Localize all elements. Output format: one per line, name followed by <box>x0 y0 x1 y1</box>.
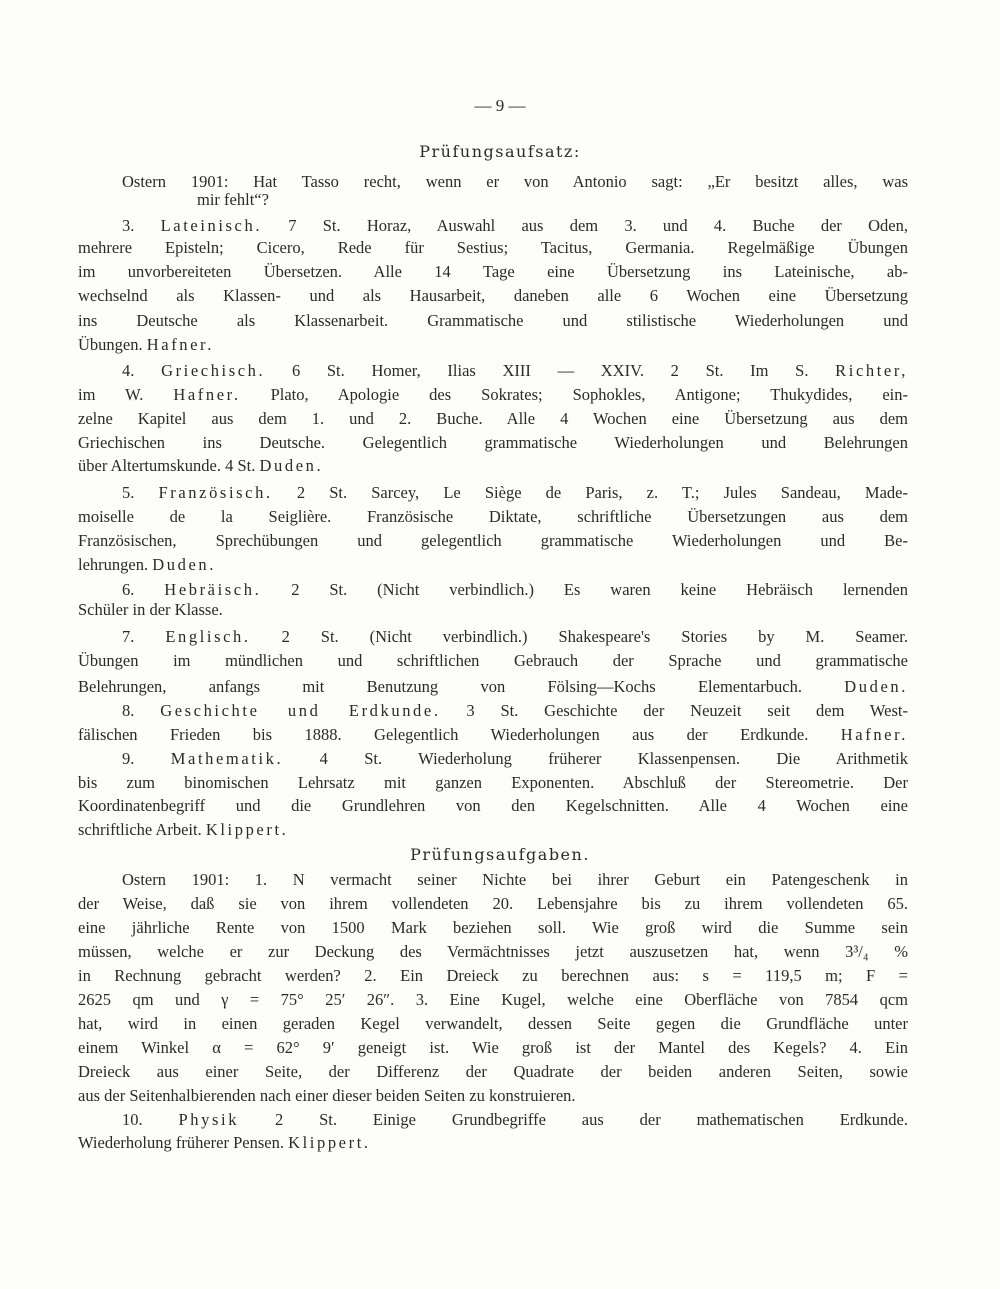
text-segment: im W. <box>78 385 174 404</box>
text-line <box>78 335 908 357</box>
spaced-emphasis-text: Griechisch. <box>161 361 266 380</box>
text-segment: im unvorbereiteten Übersetzen. Alle 14 Tage eine Übersetzung ins Lateinische, ab- <box>78 262 908 281</box>
text-segment: Übungen im mündlichen und schriftlichen Gebrauch der Sprache und grammatische <box>78 651 908 670</box>
spaced-emphasis-text: Mathematik. <box>170 749 284 768</box>
text-segment: mir fehlt“? <box>197 190 269 209</box>
text-line <box>122 870 908 892</box>
text-line <box>78 555 908 577</box>
text-line <box>78 385 908 407</box>
text-segment: wechselnd als Klassen- und als Hausarbeit, daneben alle 6 Wochen eine Übersetzung <box>78 286 908 305</box>
text-segment: hat, wird in einen geraden Kegel verwandelt, dessen Seite gegen die Grundfläche unter <box>78 1014 908 1033</box>
spaced-emphasis-text: Duden. <box>259 456 324 475</box>
text-segment: Ostern 1901: Hat Tasso recht, wenn er von Antonio sagt: „Er besitzt alles, was <box>122 172 908 191</box>
text-segment: schriftliche Arbeit. <box>78 820 206 839</box>
spaced-emphasis-text: Duden. <box>152 555 216 574</box>
text-line <box>78 1014 908 1036</box>
text-line <box>78 409 908 431</box>
text-line <box>122 749 908 771</box>
text-line <box>78 966 908 988</box>
spaced-emphasis-text: Richter, <box>835 361 909 380</box>
text-line <box>78 311 908 333</box>
text-segment: 2 St. Einige Grundbegriffe aus der mathematischen Erdkunde. <box>239 1110 908 1129</box>
text-segment: 4 St. Wiederholung früherer Klassenpensen. Die Arithmetik <box>283 749 909 768</box>
text-line <box>78 531 908 553</box>
section-heading-pruefungsaufgaben: Prüfungsaufgaben. <box>410 845 590 864</box>
text-line <box>78 507 908 529</box>
text-segment: in Rechnung gebracht werden? 2. Ein Dreieck zu berechnen aus: s = 119,5 m; F = <box>78 966 908 985</box>
spaced-emphasis-text: Hebräisch. <box>164 580 262 599</box>
text-segment: einem Winkel α = 62° 9′ geneigt ist. Wie groß ist der Mantel des Kegels? 4. Ein <box>78 1038 908 1057</box>
text-segment: 2 St. (Nicht verbindlich.) Es waren keine Hebräisch lernenden <box>261 580 909 599</box>
text-segment: 6. <box>122 580 165 599</box>
text-line <box>78 990 908 1012</box>
spaced-emphasis-text: Hafner. <box>146 335 214 354</box>
text-segment: zelne Kapitel aus dem 1. und 2. Buche. Alle 4 Wochen eine Übersetzung aus dem <box>78 409 908 428</box>
text-line <box>122 580 908 602</box>
text-line <box>78 600 908 622</box>
spaced-emphasis-text: Klippert. <box>288 1133 371 1152</box>
text-line <box>78 677 908 699</box>
text-line <box>78 1062 908 1084</box>
text-line <box>78 651 908 673</box>
text-line <box>78 820 908 842</box>
spaced-emphasis-text: Klippert. <box>205 820 289 839</box>
text-segment: der Weise, daß sie von ihrem vollendeten 20. Lebensjahre bis zu ihrem vollendeten 65. <box>78 894 908 913</box>
page-number: — 9 — <box>474 96 526 115</box>
text-line <box>78 894 908 916</box>
text-line <box>78 1133 908 1155</box>
text-segment: aus der Seitenhalbierenden nach einer dieser beiden Seiten zu konstruieren. <box>78 1086 576 1105</box>
text-line <box>78 942 908 964</box>
text-line <box>122 483 908 505</box>
spaced-emphasis-text: Englisch. <box>165 627 251 646</box>
text-line <box>78 796 908 818</box>
text-segment: 6 St. Homer, Ilias XIII — XXIV. 2 St. Im S. <box>265 361 836 380</box>
text-segment: bis zum binomischen Lehrsatz mit ganzen Exponenten. Abschluß der Stereometrie. Der <box>78 773 908 792</box>
text-segment: 2 St. (Nicht verbindlich.) Shakespeare's Stories by M. Seamer. <box>250 627 908 646</box>
text-line <box>78 238 908 260</box>
text-segment: Übungen. <box>78 335 147 354</box>
spaced-emphasis-text: Hafner. <box>840 725 908 744</box>
text-segment: 5. <box>122 483 159 502</box>
text-segment: moiselle de la Seiglière. Französische Diktate, schriftliche Übersetzungen aus dem <box>78 507 908 526</box>
text-segment: Französischen, Sprechübungen und gelegentlich grammatische Wiederholungen und Be- <box>78 531 908 550</box>
text-line <box>78 918 908 940</box>
text-line <box>78 1038 908 1060</box>
text-line <box>78 286 908 308</box>
text-segment: Wiederholung früherer Pensen. <box>78 1133 289 1152</box>
text-segment: 3. <box>122 216 161 235</box>
text-segment: 7. <box>122 627 166 646</box>
text-line <box>122 1110 908 1132</box>
text-line <box>197 190 269 212</box>
text-segment: eine jährliche Rente von 1500 Mark beziehen soll. Wie groß wird die Summe sein <box>78 918 908 937</box>
text-segment: 2 St. Sarcey, Le Siège de Paris, z. T.; Jules Sandeau, Made- <box>272 483 908 502</box>
text-line <box>78 773 908 795</box>
text-segment: 8. <box>122 701 161 720</box>
text-line <box>78 262 908 284</box>
text-segment: 2625 qm und γ = 75° 25′ 26″. 3. Eine Kugel, welche eine Oberfläche von 7854 qcm <box>78 990 908 1009</box>
spaced-emphasis-text: Französisch. <box>158 483 273 502</box>
text-segment: Koordinatenbegriff und die Grundlehren von den Kegelschnitten. Alle 4 Wochen eine <box>78 796 908 815</box>
text-line <box>78 725 908 747</box>
text-segment: lehrungen. <box>78 555 153 574</box>
text-segment: über Altertumskunde. 4 St. <box>78 456 260 475</box>
text-segment: 7 St. Horaz, Auswahl aus dem 3. und 4. Buche der Oden, <box>262 216 909 235</box>
text-line <box>122 627 908 649</box>
text-segment: 9. <box>122 749 171 768</box>
text-segment: 4. <box>122 361 162 380</box>
text-segment: mehrere Episteln; Cicero, Rede für Sestius; Tacitus, Germania. Regelmäßige Übungen <box>78 238 908 257</box>
spaced-emphasis-text: Duden. <box>844 677 908 696</box>
spaced-emphasis-text: Hafner. <box>173 385 241 404</box>
text-line <box>78 1086 908 1108</box>
text-line <box>122 701 908 723</box>
text-line <box>122 361 908 383</box>
spaced-emphasis-text: Geschichte und Erdkunde. <box>160 701 441 720</box>
text-segment: fälischen Frieden bis 1888. Gelegentlich Wiederholungen aus der Erdkunde. <box>78 725 841 744</box>
text-segment: Dreieck aus einer Seite, der Differenz der Quadrate der beiden anderen Seiten, sowie <box>78 1062 908 1081</box>
text-segment: müssen, welche er zur Deckung des Vermächtnisses jetzt auszusetzen hat, wenn 3³/₄ % <box>78 942 908 961</box>
text-line <box>78 456 908 478</box>
spaced-emphasis-text: Physik <box>178 1110 240 1129</box>
text-segment: Ostern 1901: 1. N vermacht seiner Nichte bei ihrer Geburt ein Patengeschenk in <box>122 870 908 889</box>
section-heading-pruefungsaufsatz: Prüfungsaufsatz: <box>419 142 581 161</box>
spaced-emphasis-text: Lateinisch. <box>160 216 263 235</box>
text-segment: 3 St. Geschichte der Neuzeit seit dem West- <box>440 701 909 720</box>
text-line <box>122 216 908 238</box>
text-segment: Griechischen ins Deutsche. Gelegentlich grammatische Wiederholungen und Belehrungen <box>78 433 908 452</box>
text-segment: Schüler in der Klasse. <box>78 600 223 619</box>
text-segment: 10. <box>122 1110 179 1129</box>
text-line <box>78 433 908 455</box>
text-segment: ins Deutsche als Klassenarbeit. Grammatische und stilistische Wiederholungen und <box>78 311 908 330</box>
text-segment: Plato, Apologie des Sokrates; Sophokles, Antigone; Thukydides, ein- <box>240 385 908 404</box>
text-segment: Belehrungen, anfangs mit Benutzung von Fölsing—Kochs Elementarbuch. <box>78 677 845 696</box>
